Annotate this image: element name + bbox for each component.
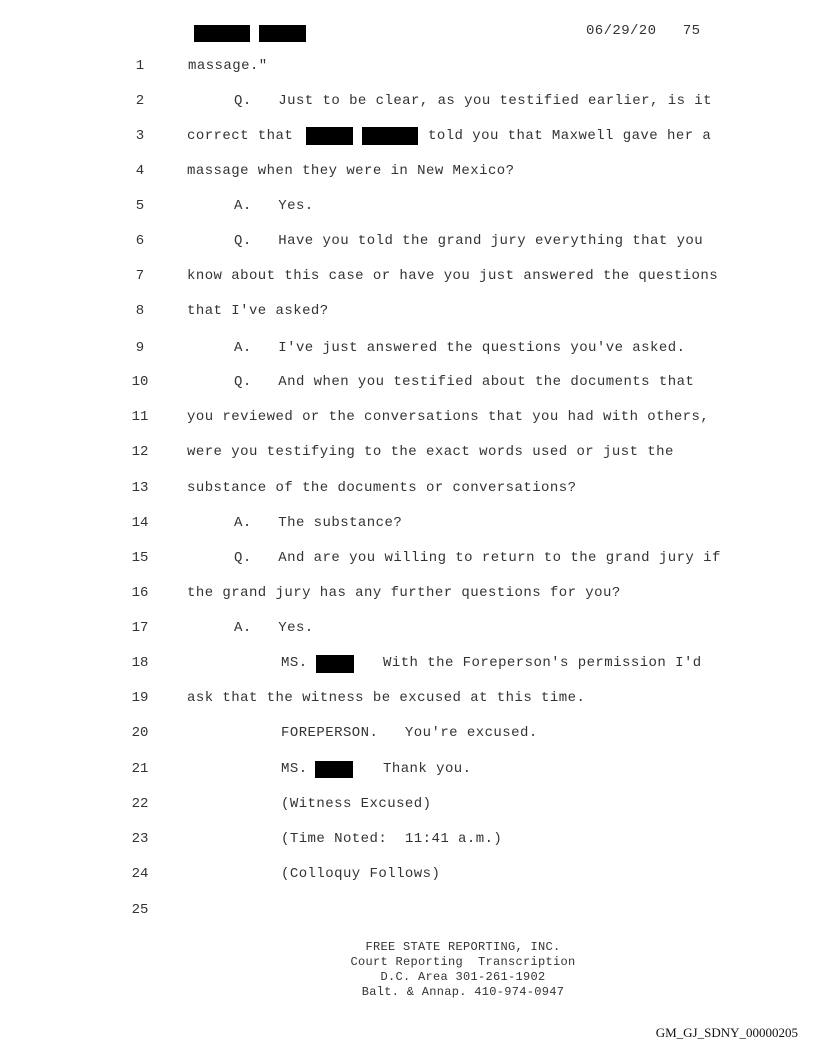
redaction-ms-1 [316,655,354,673]
transcript-line: MS. [281,655,308,671]
line-number: 16 [131,585,149,601]
line-number: 20 [131,725,149,741]
transcript-line: you reviewed or the conversations that you had with others, [187,409,710,425]
line-number: 7 [135,268,145,284]
line-number: 18 [131,655,149,671]
redaction-header-2 [259,25,306,42]
line-number: 15 [131,550,149,566]
line-number: 5 [135,198,145,214]
transcript-line: (Colloquy Follows) [281,866,441,882]
footer-company: FREE STATE REPORTING, INC. [365,940,561,954]
bates-number: GM_GJ_SDNY_00000205 [655,1025,798,1040]
transcript-line: Q. Have you told the grand jury everything that you [234,233,704,249]
transcript-line: (Witness Excused) [281,796,432,812]
transcript-line: Q. Just to be clear, as you testified earlier, is it [234,93,712,109]
transcript-line: ask that the witness be excused at this time. [187,690,586,706]
line-number: 22 [131,796,149,812]
transcript-line: correct that [187,128,294,144]
transcript-line: told you that Maxwell gave her a [428,128,712,144]
line-number: 23 [131,831,149,847]
transcript-line: A. The substance? [234,515,403,531]
footer-service: Court Reporting Transcription [350,955,576,969]
line-number: 19 [131,690,149,706]
transcript-line: the grand jury has any further questions for you? [187,585,621,601]
line-number: 9 [135,340,145,356]
transcript-line: know about this case or have you just answered the questions [187,268,719,284]
line-number: 2 [135,93,145,109]
transcript-line: substance of the documents or conversations? [187,480,577,496]
transcript-line: were you testifying to the exact words used or just the [187,444,674,460]
transcript-line: With the Foreperson's permission I'd [383,655,702,671]
footer-phone-dc: D.C. Area 301-261-1902 [380,970,546,984]
transcript-line: Q. And when you testified about the documents that [234,374,695,390]
line-number: 21 [131,761,149,777]
redaction-name-first [306,127,353,145]
line-number: 14 [131,515,149,531]
transcript-line: Thank you. [383,761,472,777]
footer-phone-balt: Balt. & Annap. 410-974-0947 [361,985,565,999]
redaction-header-1 [194,25,250,42]
transcript-line: A. Yes. [234,198,314,214]
transcript-line: Q. And are you willing to return to the grand jury if [234,550,721,566]
page-number: 75 [682,23,701,39]
transcript-line: A. Yes. [234,620,314,636]
line-number: 13 [131,480,149,496]
line-number: 25 [131,902,149,918]
line-number: 4 [135,163,145,179]
header-date: 06/29/20 [586,23,657,39]
line-number: 10 [131,374,149,390]
transcript-line: that I've asked? [187,303,329,319]
line-number: 8 [135,303,145,319]
line-number: 6 [135,233,145,249]
line-number: 11 [131,409,149,425]
header-date-page [586,23,700,39]
transcript-line: (Time Noted: 11:41 a.m.) [281,831,503,847]
transcript-line: A. I've just answered the questions you've asked. [234,340,686,356]
line-number: 17 [131,620,149,636]
transcript-line: massage when they were in New Mexico? [187,163,515,179]
redaction-name-last [362,127,418,145]
transcript-line: massage." [188,58,268,74]
reporter-footer [263,940,663,1000]
line-number: 24 [131,866,149,882]
line-number: 12 [131,444,149,460]
line-number: 1 [135,58,145,74]
line-number: 3 [135,128,145,144]
redaction-ms-2 [315,761,353,778]
transcript-line: MS. [281,761,308,777]
transcript-line: FOREPERSON. You're excused. [281,725,538,741]
